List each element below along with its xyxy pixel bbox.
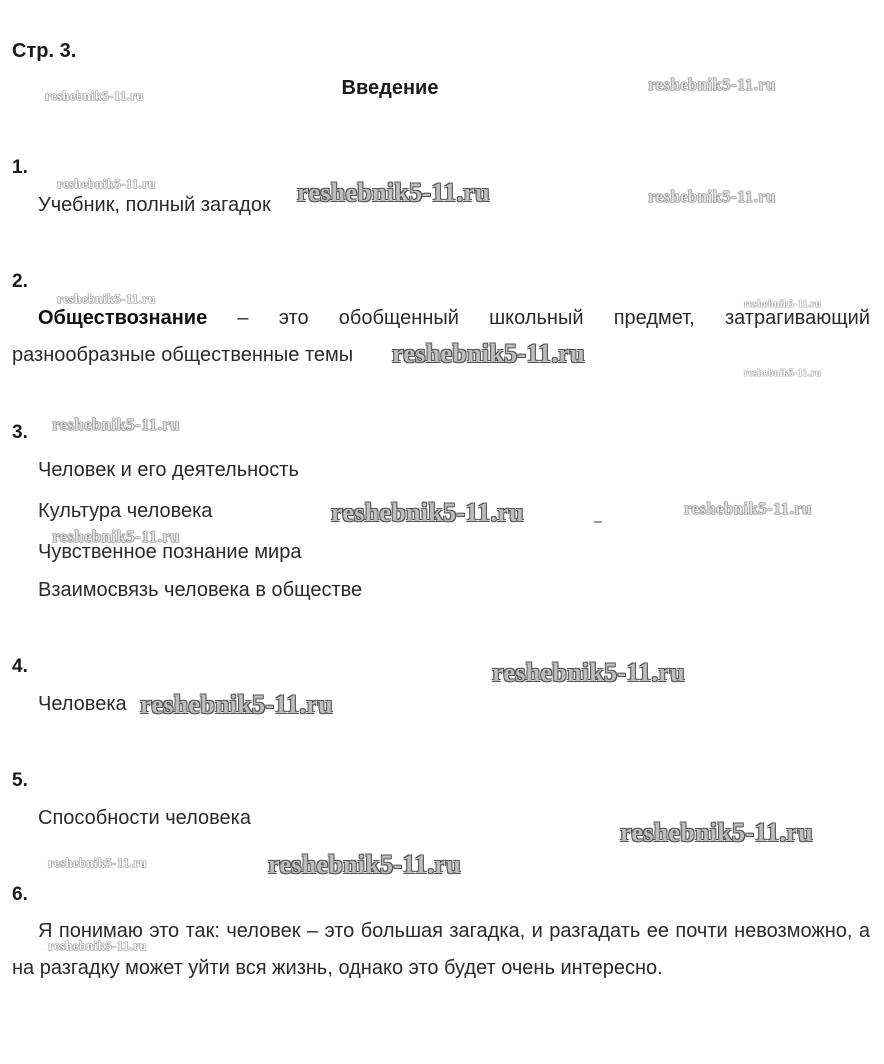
watermark: reshebnik5-11.ru — [57, 291, 156, 306]
watermark: reshebnik5-11.ru — [48, 938, 147, 953]
item-number-1: 1. — [12, 157, 28, 178]
watermark: reshebnik5-11.ru — [48, 855, 147, 870]
answer-1-text: Учебник, полный загадок — [38, 194, 271, 216]
watermark: reshebnik5-11.ru — [684, 499, 812, 518]
section-heading: Введение — [341, 77, 439, 99]
page-reference: Стр. 3. — [12, 40, 77, 62]
watermark: reshebnik5-11.ru — [45, 88, 144, 103]
item-number-6: 6. — [12, 884, 28, 905]
watermark: reshebnik5-11.ru — [492, 658, 685, 687]
watermark: reshebnik5-11.ru — [392, 339, 585, 368]
answer-2-definition: – это обобщенный школьный предмет, затрагивающий разнообразные общественные темы — [12, 307, 870, 366]
answer-2-term: Обществознание — [38, 307, 208, 329]
answer-3-line-2: Культура человека — [38, 500, 213, 522]
answer-5-text: Способности человека — [38, 807, 251, 829]
watermark: reshebnik5-11.ru — [331, 498, 524, 527]
item-number-5: 5. — [12, 770, 28, 791]
watermark: reshebnik5-11.ru — [620, 818, 813, 847]
answer-3-line-4: Взаимосвязь человека в обществе — [38, 579, 363, 601]
answer-3-line-1: Человек и его деятельность — [38, 459, 299, 481]
watermark: reshebnik5-11.ru — [648, 75, 776, 94]
watermark: reshebnik5-11.ru — [744, 299, 822, 310]
item-number-4: 4. — [12, 656, 28, 677]
item-number-3: 3. — [12, 422, 28, 443]
watermark: reshebnik5-11.ru — [140, 690, 333, 719]
answer-6-text: Я понимаю это так: человек – это большая загадка, и разгадать ее почти невозможно, а на разгадку может уйти вся жизнь, однако это будет очень интересно. — [12, 920, 870, 979]
watermark: reshebnik5-11.ru — [268, 850, 461, 879]
watermark: reshebnik5-11.ru — [52, 527, 180, 546]
answer-3-line-3: Чувственное познание мира — [38, 541, 302, 563]
answer-4-text: Человека — [38, 693, 127, 715]
watermark: reshebnik5-11.ru — [52, 415, 180, 434]
watermark: reshebnik5-11.ru — [648, 187, 776, 206]
item-number-2: 2. — [12, 271, 28, 292]
watermark: reshebnik5-11.ru — [57, 176, 156, 191]
watermark: reshebnik5-11.ru — [297, 178, 490, 207]
watermark: reshebnik5-11.ru — [744, 368, 822, 379]
stray-dash — [594, 521, 602, 523]
